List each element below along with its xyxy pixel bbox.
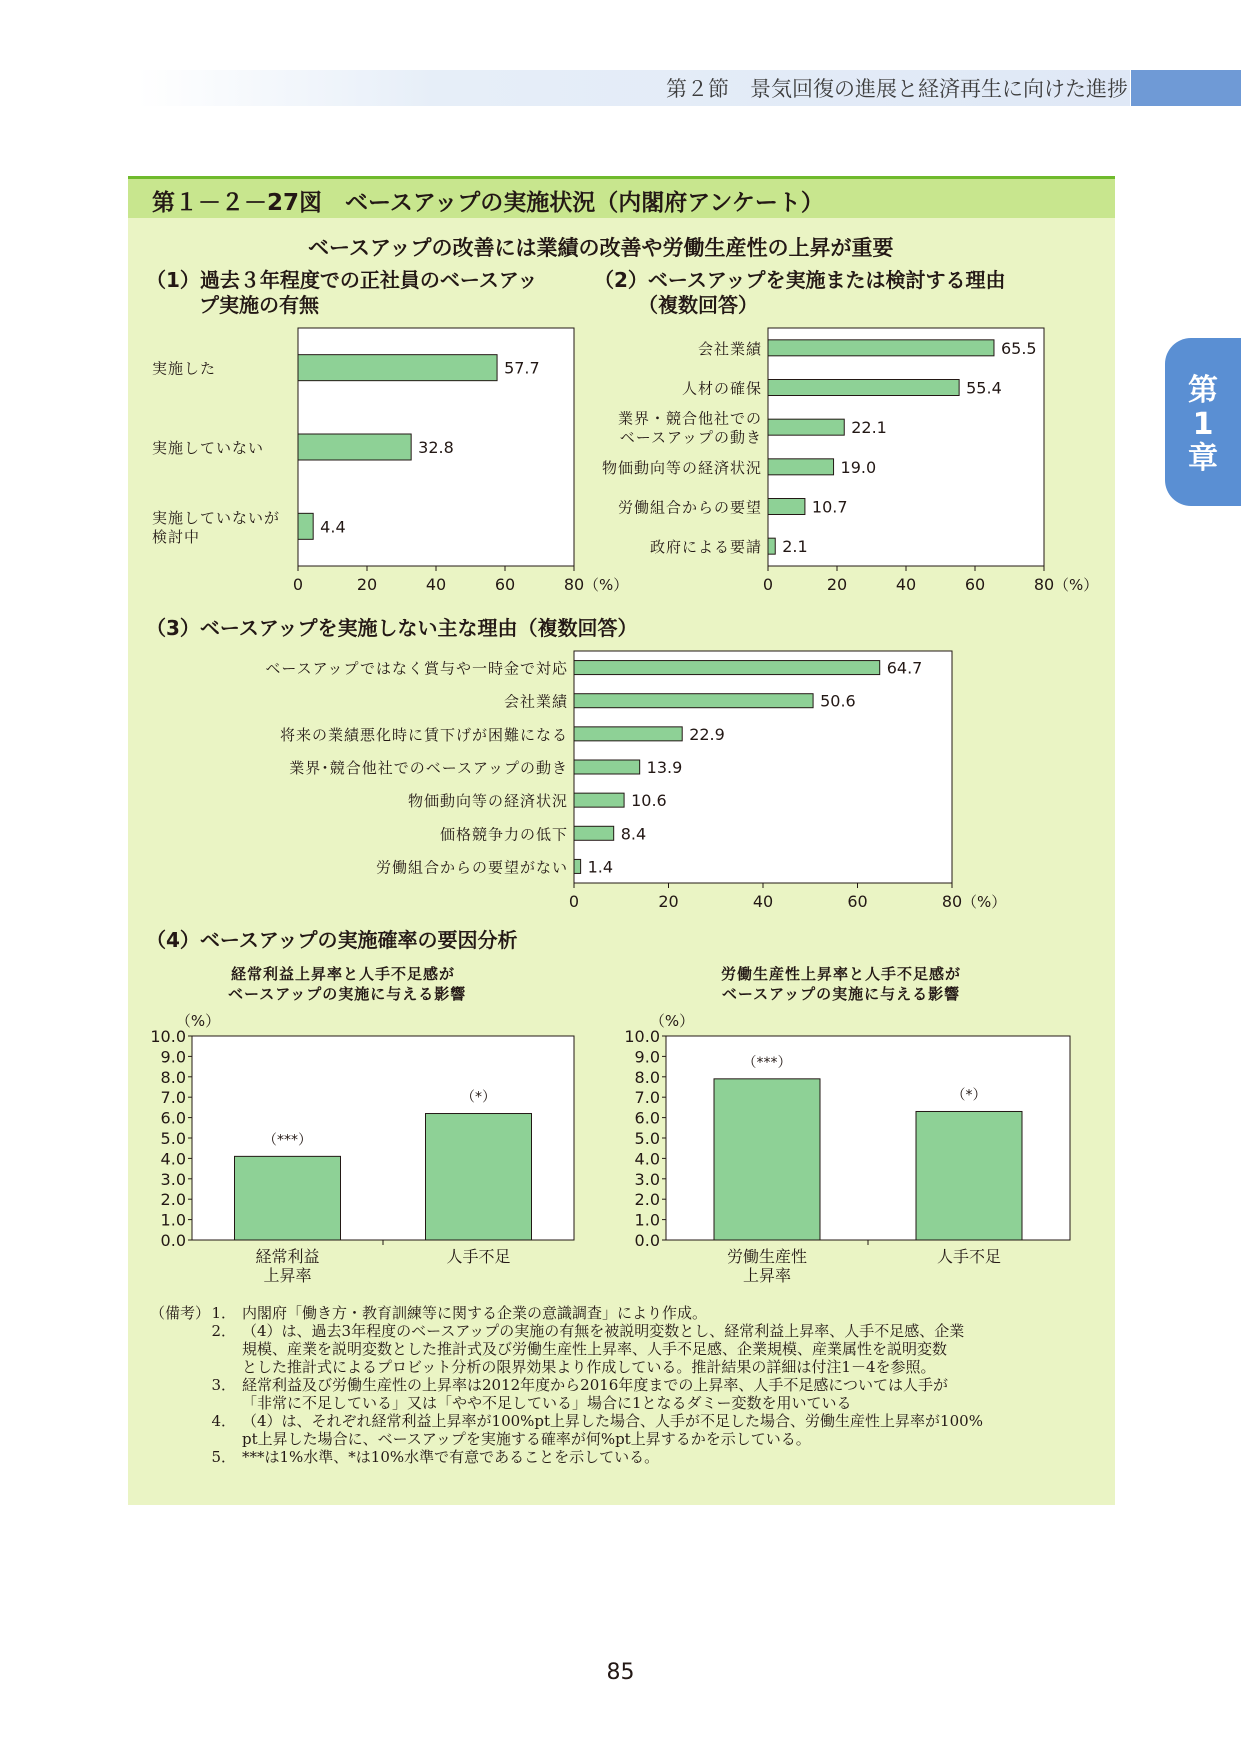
p1-category-label: 検討中 [152, 527, 201, 546]
note-row [150, 1376, 1110, 1412]
note-number: 1． [211, 1304, 236, 1322]
panel2-title-line1: （2）ベースアップを実施または検討する理由 [594, 268, 1006, 292]
p3-bar [574, 859, 581, 873]
p3-category-label: 会社業績 [503, 692, 568, 711]
p3-value-label: 13.9 [646, 758, 683, 777]
note-number: 4． [211, 1412, 236, 1430]
p3-value-label: 22.9 [689, 724, 725, 744]
p2-x-tick-label: 40 [895, 575, 917, 594]
p3-category-label: 将来の業績悪化時に賃下げが困難になる [279, 725, 568, 744]
p4b-bar [714, 1079, 820, 1240]
p3-unit-label: （%） [962, 893, 1007, 911]
p1-unit-label: （%） [584, 576, 629, 594]
p1-value-label: 32.8 [418, 438, 454, 457]
p3-value-label: 50.6 [820, 691, 856, 711]
p2-x-tick-label: 0 [762, 575, 774, 594]
chapter-tab [1165, 338, 1241, 506]
note-row [150, 1322, 1110, 1376]
p4b-bar [916, 1111, 1022, 1240]
p2-category-label: 物価動向等の経済状況 [601, 458, 762, 477]
p2-value-label: 55.4 [966, 378, 1002, 398]
p2-category-label: 労働組合からの要望 [617, 498, 762, 517]
p4a-category-label: 上昇率 [263, 1266, 312, 1285]
p2-bar [768, 419, 844, 435]
p2-x-tick-label: 60 [964, 575, 986, 594]
p4b-y-tick-label: 0.0 [634, 1231, 660, 1250]
p4b-significance-label: （***） [742, 1054, 792, 1071]
p3-category-label: 価格競争力の低下 [439, 825, 568, 844]
p3-bar [574, 661, 880, 675]
panel4b-subtitle-line1: 労働生産性上昇率と人手不足感が [720, 965, 961, 983]
note-line: （4）は、過去3年程度のベースアップの実施の有無を被説明変数とし、経常利益上昇率、人手不足感、企業 [242, 1322, 965, 1340]
p2-plot-frame [768, 328, 1044, 566]
p2-value-label: 2.1 [782, 537, 808, 557]
p3-bar [574, 694, 813, 708]
p4b-y-tick-label: 10.0 [624, 1027, 660, 1046]
p3-bar [574, 826, 614, 840]
p4b-y-tick-label: 2.0 [634, 1190, 660, 1210]
p4a-y-tick-label: 8.0 [160, 1067, 186, 1087]
note-number: 5． [211, 1448, 236, 1466]
p4a-y-tick-label: 3.0 [160, 1169, 186, 1189]
p3-value-label: 8.4 [620, 824, 647, 844]
figure-headline: ベースアップの改善には業績の改善や労働生産性の上昇が重要 [308, 236, 894, 260]
note-text [242, 1322, 1110, 1376]
p4a-y-tick-label: 6.0 [160, 1108, 186, 1128]
p3-bar [574, 793, 624, 807]
p4b-y-tick-label: 3.0 [634, 1169, 660, 1189]
note-row [150, 1448, 1110, 1466]
p3-bar [574, 727, 682, 741]
p1-category-label: 実施していないが [152, 508, 281, 527]
panel3-title: （3）ベースアップを実施しない主な理由（複数回答） [146, 616, 638, 640]
p1-x-tick-label: 80 [563, 575, 585, 594]
panel4a-subtitle-line1: 経常利益上昇率と人手不足感が [230, 965, 455, 983]
p3-bar [574, 760, 640, 774]
p4a-y-tick-label: 7.0 [160, 1088, 186, 1108]
panel1-title-line1: （1）過去３年程度での正社員のベースアッ [146, 268, 538, 292]
p4a-y-tick-label: 4.0 [160, 1149, 186, 1169]
p4a-y-tick-label: 9.0 [160, 1047, 186, 1067]
p4b-y-tick-label: 4.0 [634, 1149, 660, 1169]
note-line: 内閣府「働き方・教育訓練等に関する企業の意識調査」により作成。 [242, 1304, 708, 1322]
note-line: とした推計式によるプロビット分析の限界効果より作成している。推計結果の詳細は付注1－4を参照。 [242, 1358, 936, 1376]
p3-category-label: 業界･競合他社でのベースアップの動き [289, 759, 568, 777]
p4b-category-label: 人手不足 [936, 1247, 1002, 1266]
note-line: 経常利益及び労働生産性の上昇率は2012年度から2016年度までの上昇率、人手不足感については人手が [242, 1376, 949, 1394]
p1-bar [298, 355, 497, 381]
p4b-category-label: 上昇率 [742, 1266, 792, 1285]
p2-bar [768, 380, 959, 396]
section-header: 第２節 景気回復の進展と経済再生に向けた進捗 [666, 77, 1128, 101]
p4a-unit-label: （%） [175, 1012, 221, 1030]
p2-bar [768, 459, 834, 475]
p2-category-label: 業界・競合他社での [617, 409, 762, 428]
p2-category-label: ベースアップの動き [619, 428, 762, 447]
p4a-y-tick-label: 5.0 [160, 1129, 186, 1148]
p1-value-label: 57.7 [504, 358, 540, 378]
header-accent [1131, 70, 1241, 106]
p2-value-label: 65.5 [1000, 338, 1037, 358]
p2-value-label: 22.1 [851, 418, 887, 438]
p4b-unit-label: （%） [649, 1012, 695, 1030]
note-number: 3． [211, 1376, 236, 1394]
note-text [242, 1448, 1110, 1466]
p4a-significance-label: （*） [461, 1089, 496, 1106]
panel1-title-line2: プ実施の有無 [199, 293, 319, 317]
p4b-y-tick-label: 9.0 [634, 1047, 660, 1067]
p2-category-label: 政府による要請 [649, 538, 762, 557]
p3-x-tick-label: 20 [658, 892, 679, 911]
p3-category-label: 物価動向等の経済状況 [407, 792, 568, 811]
p2-bar [768, 538, 775, 554]
chapter-tab-char: 第 [1188, 373, 1218, 408]
notes-label: （備考） [150, 1304, 211, 1322]
p4b-y-tick-label: 1.0 [634, 1210, 660, 1230]
p4a-bar [426, 1114, 532, 1240]
figure-title: 第１－２－27図 ベースアップの実施状況（内閣府アンケート） [152, 190, 824, 216]
note-text [242, 1412, 1110, 1448]
p4b-y-tick-label: 5.0 [634, 1129, 660, 1148]
p1-bar [298, 434, 411, 460]
p2-x-tick-label: 80 [1033, 575, 1055, 594]
p3-value-label: 10.6 [631, 791, 667, 811]
p3-value-label: 1.4 [587, 857, 614, 877]
p4a-category-label: 経常利益 [255, 1247, 320, 1266]
note-line: ***は1%水準、*は10%水準で有意であることを示している。 [242, 1448, 660, 1466]
p4b-y-tick-label: 7.0 [634, 1088, 660, 1108]
p4b-significance-label: （*） [951, 1087, 987, 1104]
p4b-y-tick-label: 6.0 [634, 1108, 660, 1128]
note-row [150, 1304, 1110, 1322]
p4a-y-tick-label: 0.0 [160, 1231, 186, 1250]
p4b-category-label: 労働生産性 [726, 1247, 808, 1266]
notes [150, 1304, 1110, 1466]
note-line: pt上昇した場合に、ベースアップを実施する確率が何%pt上昇するかを示している。 [242, 1430, 811, 1448]
p2-unit-label: （%） [1054, 576, 1099, 594]
p3-x-tick-label: 0 [568, 892, 580, 911]
p1-x-tick-label: 20 [356, 575, 378, 594]
p3-category-label: ベースアップではなく賞与や一時金で対応 [265, 659, 568, 678]
p2-category-label: 会社業績 [697, 339, 762, 358]
p2-value-label: 19.0 [840, 457, 877, 477]
p1-category-label: 実施していない [152, 439, 265, 457]
note-line: 規模、産業を説明変数とした推計式及び労働生産性上昇率、人手不足感、企業規模、産業属性を説明変数 [242, 1340, 948, 1358]
p1-category-label: 実施した [152, 359, 217, 378]
p4b-y-tick-label: 8.0 [634, 1067, 660, 1087]
page-number: 85 [606, 1660, 635, 1685]
p4a-bar [235, 1156, 341, 1240]
p1-bar [298, 513, 313, 539]
charts-svg [128, 176, 1115, 1296]
p3-value-label: 64.7 [886, 658, 923, 678]
p4a-category-label: 人手不足 [446, 1247, 511, 1266]
panel4-title: （4）ベースアップの実施確率の要因分析 [146, 928, 518, 952]
p4a-y-tick-label: 10.0 [150, 1027, 186, 1046]
figure-panel [128, 176, 1115, 1505]
panel4b-subtitle-line2: ベースアップの実施に与える影響 [721, 985, 961, 1003]
chapter-tab-number: 1 [1192, 407, 1214, 442]
panel4a-subtitle-line2: ベースアップの実施に与える影響 [228, 985, 467, 1003]
note-row [150, 1412, 1110, 1448]
p1-x-tick-label: 0 [292, 575, 304, 594]
p4a-y-tick-label: 2.0 [160, 1190, 186, 1210]
p1-value-label: 4.4 [320, 517, 346, 537]
p1-x-tick-label: 40 [425, 575, 447, 594]
p2-category-label: 人材の確保 [681, 379, 762, 398]
note-line: （4）は、それぞれ経常利益上昇率が100%pt上昇した場合、人手が不足した場合、労働生産性上昇率が100% [242, 1412, 983, 1430]
p2-value-label: 10.7 [811, 497, 848, 517]
note-text [242, 1376, 1110, 1412]
p2-bar [768, 340, 994, 356]
p3-x-tick-label: 40 [752, 892, 774, 911]
p2-x-tick-label: 20 [826, 575, 848, 594]
p1-x-tick-label: 60 [494, 575, 516, 594]
p4a-y-tick-label: 1.0 [160, 1210, 186, 1230]
p2-bar [768, 499, 805, 515]
p3-x-tick-label: 60 [847, 892, 868, 911]
note-number: 2． [211, 1322, 236, 1340]
note-text [242, 1304, 1110, 1322]
p3-category-label: 労働組合からの要望がない [375, 858, 568, 877]
note-line: 「非常に不足している」又は「やや不足している」場合に1となるダミー変数を用いている [242, 1394, 852, 1412]
p4a-significance-label: （***） [263, 1132, 312, 1149]
chapter-tab-char: 章 [1188, 441, 1218, 476]
p3-x-tick-label: 80 [941, 892, 963, 911]
panel2-title-line2: （複数回答） [638, 293, 758, 317]
